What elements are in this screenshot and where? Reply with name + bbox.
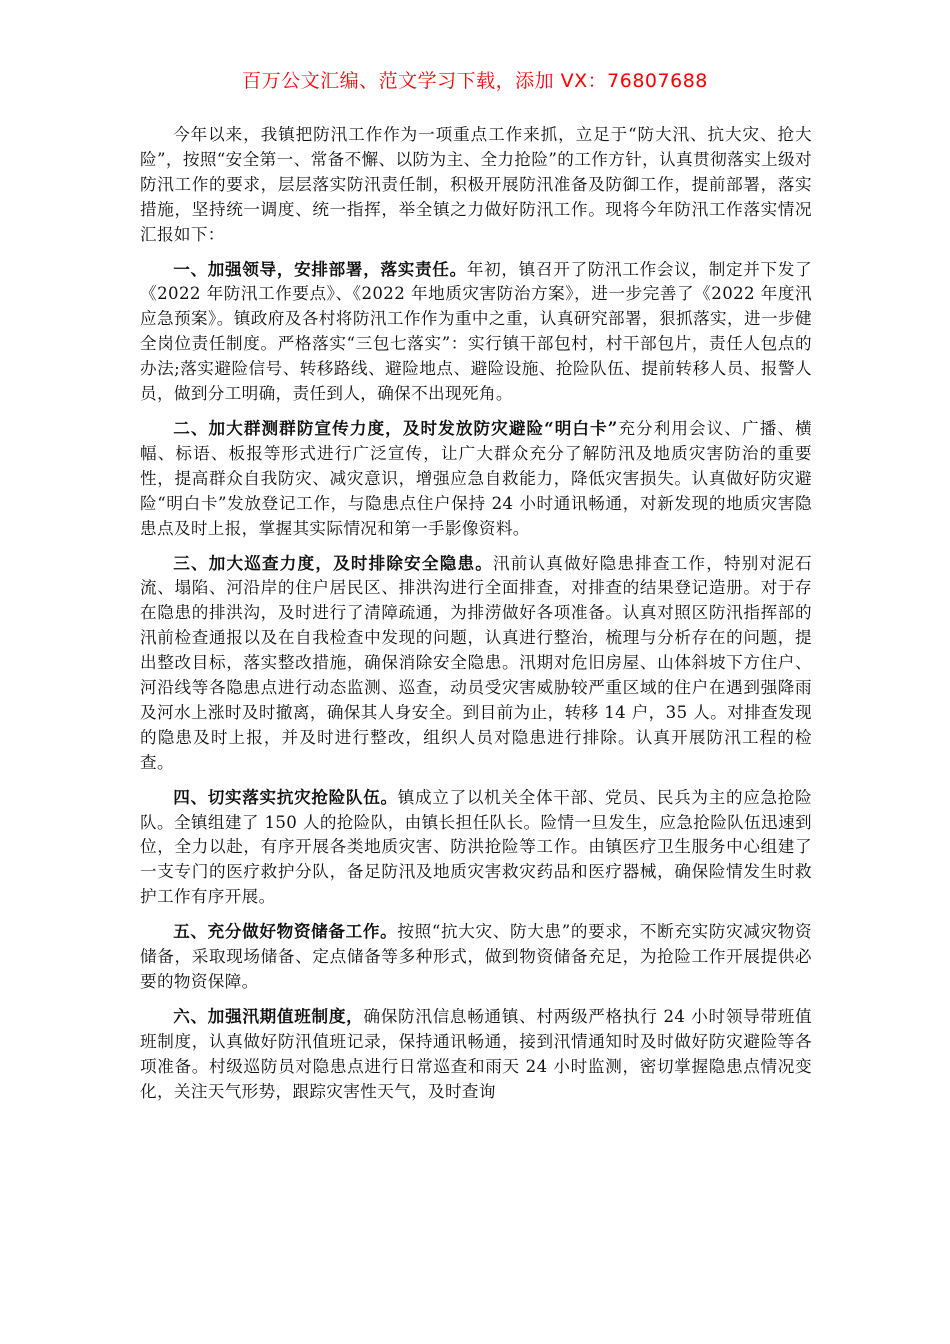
section-6-text: 确保防汛信息畅通镇、村两级严格执行 24 小时领导带班值班制度，认真做好防汛值班记录，保持通讯畅通，接到汛情通知时及时做好防灾避险等各项准备。村级巡防员对隐患点进行日常巡查和雨天 24 小时监测，密切掌握隐患点情况变化，关注天气形势，跟踪灾害性天气，及时查询 xyxy=(140,1006,812,1101)
section-4-paragraph xyxy=(140,785,812,911)
section-5-text: 按照“抗大灾、防大患”的要求，不断充实防灾减灾物资储备，采取现场储备、定点储备等多种形式，做到物资储备充足，为抢险工作开展提供必要的物资保障。 xyxy=(140,922,812,991)
section-1-paragraph xyxy=(140,257,812,407)
section-1-text: 年初，镇召开了防汛工作会议，制定并下发了《2022 年防汛工作要点》、《2022 年地质灾害防治方案》，进一步完善了《2022 年度汛应急预案》。镇政府及各村将防汛工作作为重中之重，认真研究部署，狠抓落实，进一步健全岗位责任制度。严格落实“三包七落实”：实行镇干部包村，村干部包片，责任人包点的办法;落实避险信号、转移路线、避险地点、避险设施、抢险队伍、提前转移人员、报警人员，做到分工明确，责任到人，确保不出现死角。 xyxy=(140,259,813,404)
section-3-text: 汛前认真做好隐患排查工作，特别对泥石流、塌陷、河沿岸的住户居民区、排洪沟进行全面排查，对排查的结果登记造册。对于存在隐患的排洪沟，及时进行了清障疏通，为排涝做好各项准备。认真对照区防汛指挥部的汛前检查通报以及在自我检查中发现的问题，认真进行整治，梳理与分析存在的问题，提出整改目标，落实整改措施，确保消除安全隐患。汛期对危旧房屋、山体斜坡下方住户、河沿线等各隐患点进行动态监测、巡查，动员受灾害威胁较严重区域的住户在遇到强降雨及河水上涨时及时撤离，确保其人身安全。到目前为止，转移 14 户，35 人。对排查发现的隐患及时上报，并及时进行整改，组织人员对隐患进行排除。认真开展防汛工程的检查。 xyxy=(140,553,812,772)
section-4-text: 镇成立了以机关全体干部、党员、民兵为主的应急抢险队。全镇组建了 150 人的抢险队，由镇长担任队长。险情一旦发生，应急抢险队伍迅速到位，全力以赴，有序开展各类地质灾害、防洪抢险等工作。由镇医疗卫生服务中心组建了一支专门的医疗救护分队，备足防汛及地质灾害救灾药品和医疗器械，确保险情发生时救护工作有序开展。 xyxy=(140,787,812,907)
document-body xyxy=(140,122,812,1114)
section-2-heading: 二、加大群测群防宣传力度，及时发放防灾避险“明白卡” xyxy=(173,417,618,438)
intro-paragraph xyxy=(140,122,812,248)
section-5-heading: 五、充分做好物资储备工作。 xyxy=(173,921,398,942)
section-3-heading: 三、加大巡查力度，及时排除安全隐患。 xyxy=(173,552,493,573)
section-2-text: 充分利用会议、广播、横幅、标语、板报等形式进行广泛宣传，让广大群众充分了解防汛及地质灾害防治的重要性，提高群众自我防灾、减灾意识，增强应急自救能力，降低灾害损失。认真做好防灾避险“明白卡”发放登记工作，与隐患点住户保持 24 小时通讯畅通，对新发现的地质灾害隐患点及时上报，掌握其实际情况和第一手影像资料。 xyxy=(140,418,812,538)
section-2-paragraph xyxy=(140,416,812,542)
section-6-paragraph xyxy=(140,1004,812,1105)
section-6-heading: 六、加强汛期值班制度， xyxy=(173,1005,364,1026)
section-5-paragraph xyxy=(140,919,812,995)
section-4-heading: 四、切实落实抗灾抢险队伍。 xyxy=(173,786,398,807)
section-3-paragraph xyxy=(140,551,812,776)
paragraph-text: 今年以来，我镇把防汛工作作为一项重点工作来抓，立足于“防大汛、抗大灾、抢大险”，按照“安全第一、常备不懈、以防为主、全力抢险”的工作方针，认真贯彻落实上级对防汛工作的要求，层层落实防汛责任制，积极开展防汛准备及防御工作，提前部署，落实措施，坚持统一调度、统一指挥，举全镇之力做好防汛工作。现将今年防汛工作落实情况汇报如下： xyxy=(140,125,812,244)
watermark-header: 百万公文汇编、范文学习下载，添加 VX：76807688 xyxy=(242,70,708,92)
section-1-heading: 一、加强领导，安排部署，落实责任。 xyxy=(173,258,467,279)
